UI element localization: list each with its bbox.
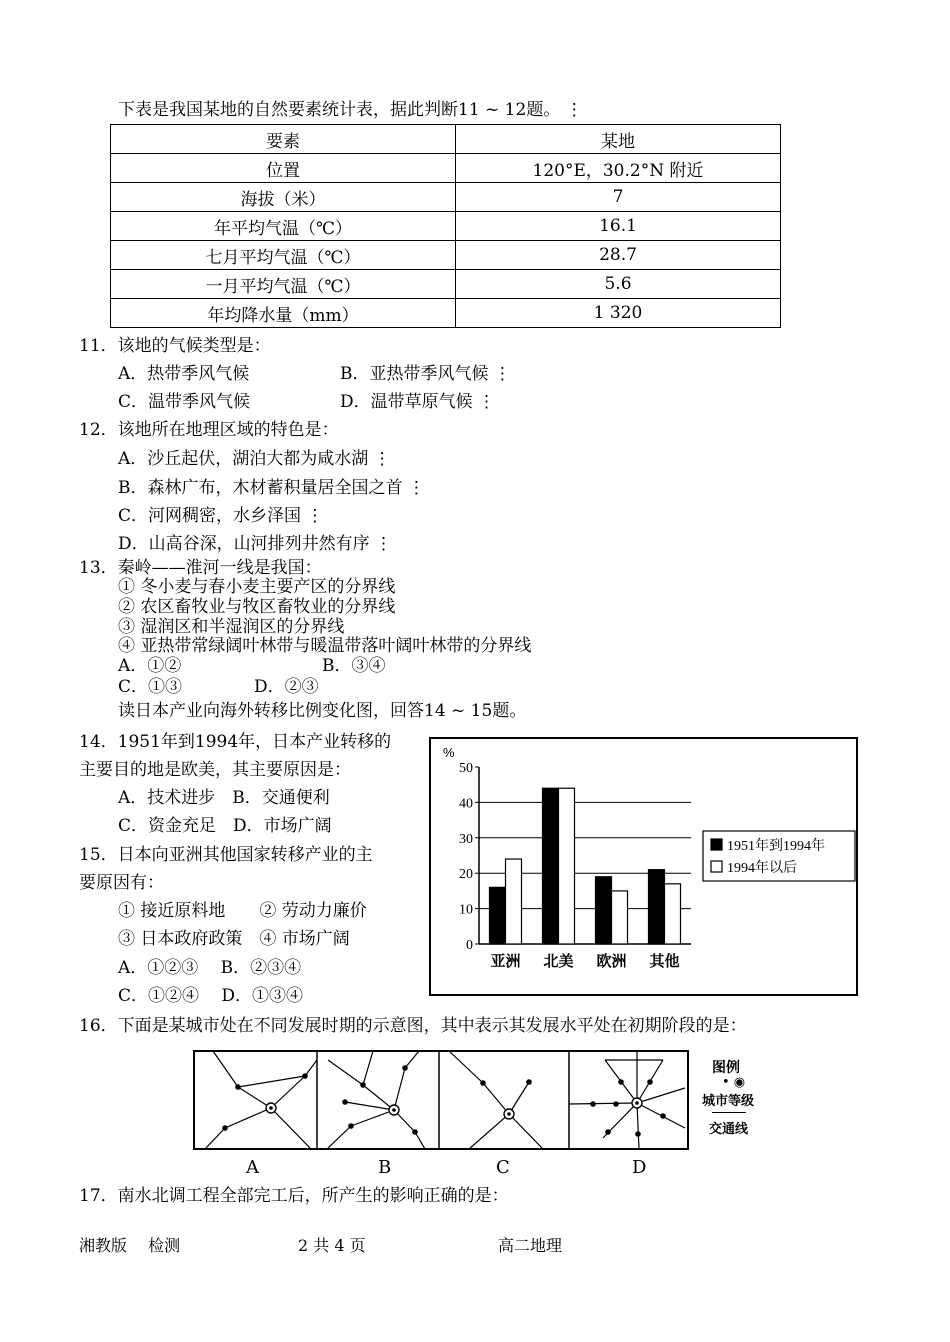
table-row <box>111 299 781 328</box>
table-cell: 年均降水量（mm） <box>111 299 456 328</box>
question-11-stem: 11．该地的气候类型是： <box>79 336 271 356</box>
y-tick-label: 50 <box>459 761 473 776</box>
table-row <box>111 212 781 241</box>
road-legend-line <box>712 1112 746 1113</box>
diagram-a-roads <box>205 1051 317 1149</box>
diagram-c-roads <box>449 1051 543 1149</box>
option-12a: A．沙丘起伏，湖泊大都为咸水湖 ⋮ <box>118 449 391 469</box>
edit-mark-icon: ⋮ <box>369 534 393 554</box>
table-header-row <box>111 125 781 154</box>
option-13b: B．③④ <box>322 656 386 676</box>
diagram-d-roads <box>569 1051 685 1149</box>
edit-mark-icon: ⋮ <box>402 478 425 498</box>
diagram-b-roads <box>327 1051 425 1149</box>
table-cell: 16.1 <box>456 212 781 241</box>
diagram-d-towns <box>590 1079 666 1137</box>
edit-mark-icon: ⋮ <box>301 506 324 526</box>
option-13a: A．①② <box>118 656 182 676</box>
statement-13-1: ① 冬小麦与春小麦主要产区的分界线 <box>118 577 396 597</box>
x-tick-label: 北美 <box>543 952 574 970</box>
table-cell: 7 <box>456 183 781 212</box>
y-tick-label: 10 <box>459 902 473 918</box>
diagram-label-c: C <box>496 1157 510 1178</box>
city-development-diagrams <box>193 1050 695 1150</box>
statement-13-4: ④ 亚热带常绿阔叶林带与暖温带落叶阔叶林带的分界线 <box>118 636 532 656</box>
bar-before-1994 <box>543 788 559 944</box>
edit-mark-icon: ⋮ <box>472 392 496 412</box>
footer-publisher: 湘教版 检测 <box>79 1236 181 1255</box>
statements-15-12: ① 接近原料地 ② 劳动力廉价 <box>118 901 367 921</box>
x-tick-label: 欧洲 <box>596 952 627 970</box>
y-tick-label: 20 <box>459 867 473 883</box>
option-13d: D．②③ <box>254 677 319 697</box>
edit-mark-icon: ⋮ <box>560 100 583 120</box>
legend-road: 交通线 <box>709 1122 749 1137</box>
y-axis-unit: % <box>443 745 455 760</box>
option-11c: C．温带季风气候 <box>118 392 251 412</box>
table-row <box>111 183 781 212</box>
option-12b: B．森林广布，木材蓄积量居全国之首 ⋮ <box>118 478 425 498</box>
y-tick-label: 30 <box>459 831 473 847</box>
table-cell: 5.6 <box>456 270 781 299</box>
city-diagrams-svg <box>193 1050 695 1150</box>
option-12d: D．山高谷深，山河排列井然有序 ⋮ <box>118 534 393 554</box>
table-intro: 下表是我国某地的自然要素统计表，据此判断11 ~ 12题。 ⋮ <box>118 100 583 120</box>
legend-entry: 1951年到1994年 <box>727 839 825 854</box>
table-cell: 1 320 <box>456 299 781 328</box>
question-16-stem: 16．下面是某城市处在不同发展时期的示意图，其中表示其发展水平处在初期阶段的是： <box>79 1016 747 1036</box>
table-cell: 位置 <box>111 154 456 183</box>
diagram-label-a: A <box>246 1157 259 1178</box>
question-14-stem-cont: 主要目的地是欧美，其主要原因是： <box>79 760 351 780</box>
industry-transfer-chart <box>429 737 858 996</box>
edit-mark-icon: ⋮ <box>488 364 511 384</box>
question-14-stem: 14．1951年到1994年，日本产业转移的 <box>79 732 392 752</box>
table-row <box>111 270 781 299</box>
table-cell: 海拔（米） <box>111 183 456 212</box>
table-cell: 120°E，30.2°N 附近 <box>456 154 781 183</box>
table-row <box>111 241 781 270</box>
bar-before-1994 <box>649 870 665 944</box>
diagram-c-towns <box>480 1079 532 1119</box>
legend-swatch <box>711 861 722 872</box>
x-tick-label: 亚洲 <box>490 952 521 970</box>
diagram-b-towns <box>342 1065 418 1135</box>
table-cell: 一月平均气温（℃） <box>111 270 456 299</box>
table-cell: 七月平均气温（℃） <box>111 241 456 270</box>
bar-after-1994 <box>665 884 681 944</box>
options-15cd: C．①②④ D．①③④ <box>118 986 304 1006</box>
options-14ab: A．技术进步 B．交通便利 <box>118 788 330 808</box>
options-14cd: C．资金充足 D．市场广阔 <box>118 816 332 836</box>
question-15-stem-cont: 要原因有： <box>79 873 164 893</box>
legend-swatch <box>711 839 722 850</box>
option-13c: C．①③ <box>118 677 183 697</box>
y-tick-label: 40 <box>459 796 473 812</box>
table-header-cell: 要素 <box>111 125 456 154</box>
statements-15-34: ③ 日本政府政策 ④ 市场广阔 <box>118 929 350 949</box>
bar-after-1994 <box>506 859 522 944</box>
diagram-label-b: B <box>378 1157 392 1178</box>
legend-title: 图例 <box>712 1060 740 1076</box>
footer-page: 2 共 4 页 <box>298 1236 366 1255</box>
question-17-stem: 17．南水北调工程全部完工后，所产生的影响正确的是： <box>79 1186 509 1206</box>
legend-entry: 1994年以后 <box>727 861 797 876</box>
edit-mark-icon: ⋮ <box>368 449 391 469</box>
question-12-stem: 12．该地所在地理区域的特色是： <box>79 420 339 440</box>
x-tick-label: 其他 <box>649 952 680 970</box>
city-level-legend-icon: • ◉ <box>722 1075 746 1090</box>
diagram-frame <box>194 1051 688 1149</box>
diagram-label-d: D <box>632 1157 647 1178</box>
chart-intro: 读日本产业向海外转移比例变化图，回答14 ~ 15题。 <box>118 701 527 721</box>
table-row <box>111 154 781 183</box>
question-15-stem: 15．日本向亚洲其他国家转移产业的主 <box>79 845 373 865</box>
bar-after-1994 <box>559 788 575 944</box>
natural-elements-table <box>110 124 781 328</box>
option-12c: C．河网稠密，水乡泽国 ⋮ <box>118 506 324 526</box>
options-15ab: A．①②③ B．②③④ <box>118 958 302 978</box>
bar-before-1994 <box>490 887 506 944</box>
footer-subject: 高二地理 <box>498 1236 563 1255</box>
statement-13-3: ③ 湿润区和半湿润区的分界线 <box>118 617 345 637</box>
bar-chart <box>431 739 856 994</box>
question-13-stem: 13．秦岭——淮河一线是我国： <box>79 558 322 578</box>
option-11b: B．亚热带季风气候 ⋮ <box>340 364 511 384</box>
table-header-cell: 某地 <box>456 125 781 154</box>
statement-13-2: ② 农区畜牧业与牧区畜牧业的分界线 <box>118 597 396 617</box>
table-cell: 28.7 <box>456 241 781 270</box>
table-cell: 年平均气温（℃） <box>111 212 456 241</box>
y-tick-label: 0 <box>466 938 473 953</box>
option-11a: A．热带季风气候 <box>118 364 250 384</box>
option-11d: D．温带草原气候 ⋮ <box>340 392 496 412</box>
legend-city-level: 城市等级 <box>702 1094 755 1109</box>
bar-after-1994 <box>612 891 628 944</box>
bar-before-1994 <box>596 877 612 944</box>
